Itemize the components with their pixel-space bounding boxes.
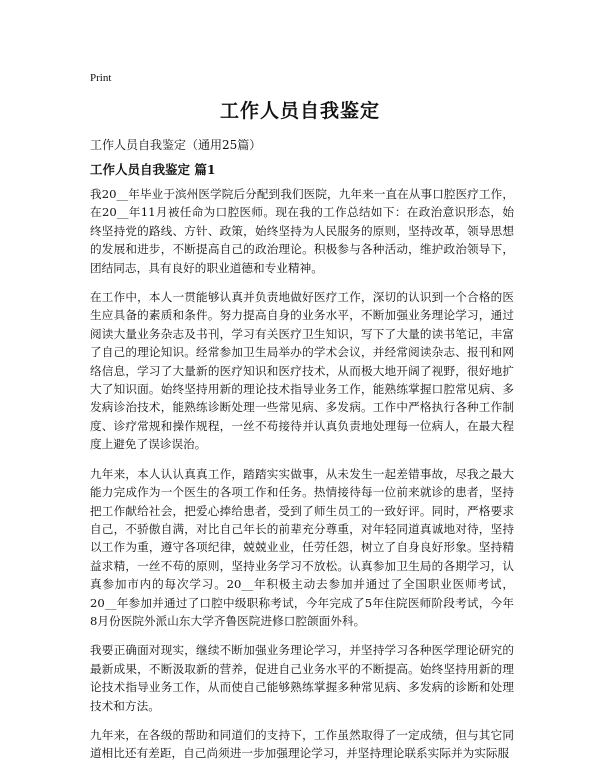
- document-title: 工作人员自我鉴定: [219, 100, 380, 122]
- paragraph-3: 九年来，本人认认真真工作，踏踏实实做事，从未发生一起差错事故，尽我之最大能力完成作为一个医生的各项工作和任务。热情接待每一位前来就诊的患者，坚持把工作献给社会，把爱心捧给患者，受到了师生员工的一致好评。同时，严格要求自己，不骄傲自满，对比自己年长的前辈充分尊重，对年轻同道真诚地对待，坚持以工作为重，遵守各项纪律，兢兢业业，任劳任怨，树立了自身良好形象。坚持精益求精，一丝不苟的原则，坚持业务学习不放松。认真参加卫生局的各期学习，认真参加市内的每次学习。20__年积极主动去参加并通过了全国职业医师考试，20__年参加并通过了口腔中级职称考试，今年完成了5年住院医师阶段考试，今年8月份医院外派山东大学齐鲁医院进修口腔颌面外科。: [90, 466, 514, 628]
- paragraph-4: 我要正确面对现实，继续不断加强业务理论学习，并坚持学习各种医学理论研究的最新成果，不断汲取新的营养，促进自己业务水平的不断提高。始终坚持用新的理论技术指导业务工作，从而使自己能够熟练掌握多种常见病、多发病的诊断和处理技术和方法。: [90, 643, 514, 713]
- document-body: [90, 185, 514, 774]
- paragraph-5: 九年来，在各级的帮助和同道们的支持下，工作虽然取得了一定成绩，但与其它同道相比还有差距，自己尚须进一步加强理论学习，并坚持理论联系实际并为实际服: [90, 727, 514, 761]
- print-link[interactable]: Print: [90, 72, 112, 84]
- section-heading: 工作人员自我鉴定 篇1: [90, 162, 216, 177]
- paragraph-1: 我20__年毕业于滨州医学院后分配到我们医院，九年来一直在从事口腔医疗工作，在20__年11月被任命为口腔医师。现在我的工作总结如下：在政治意识形态，始终坚持党的路线、方针、政策，始终坚持为人民服务的原则，坚持改革，领导思想的发展和进步，不断提高自己的政治理论。积极参与各种活动，维护政治领导下，团结同志，具有良好的职业道德和专业精神。: [90, 187, 514, 275]
- paragraph-2: 在工作中，本人一贯能够认真并负责地做好医疗工作，深切的认识到一个合格的医生应具备的素质和条件。努力提高自身的业务水平，不断加强业务理论学习，通过阅读大量业务杂志及书刊，学习有关医疗卫生知识，写下了大量的读书笔记，丰富了自己的理论知识。经常参加卫生局举办的学术会议，并经常阅读杂志、报刊和网络信息，学习了大量新的医疗知识和医疗技术，从而极大地开阔了视野，很好地扩大了知识面。始终坚持用新的理论技术指导业务工作，能熟练掌握口腔常见病、多发病诊治技术，能熟练诊断处理一些常见病、多发病。工作中严格执行各种工作制度、诊疗常规和操作规程，一丝不苟接待并认真负责地处理每一位病人，在最大程度上避免了误诊误治。: [90, 290, 514, 452]
- document-subtitle: 工作人员自我鉴定（通用25篇）: [90, 138, 262, 152]
